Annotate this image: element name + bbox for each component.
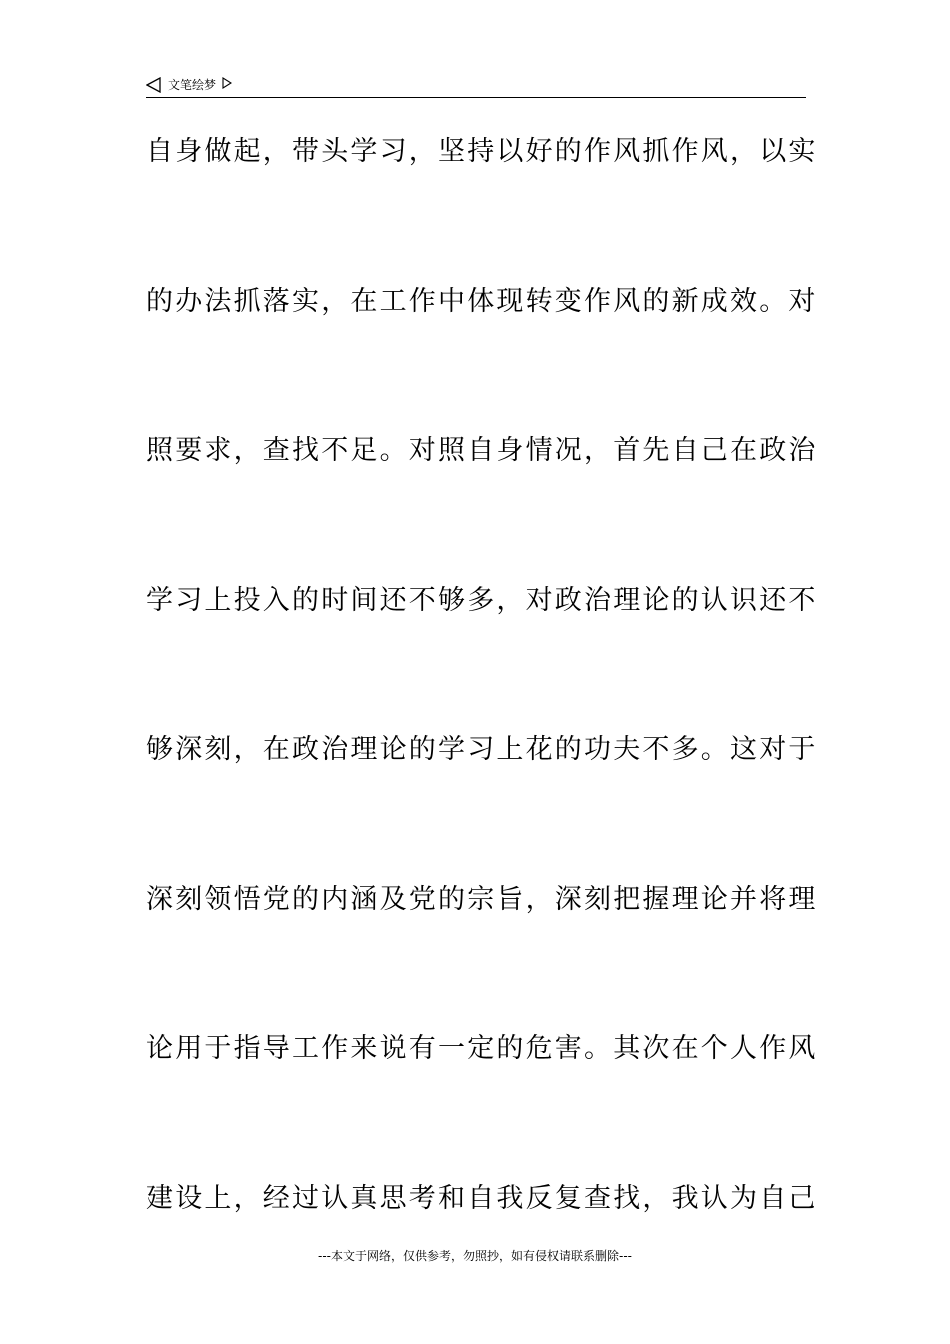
text-line: 深刻领悟党的内涵及党的宗旨，深刻把握理论并将理: [146, 883, 818, 915]
page-header: [146, 74, 806, 96]
text-line: 论用于指导工作来说有一定的危害。其次在个人作风: [146, 1033, 818, 1064]
text-line: 照要求，查找不足。对照自身情况，首先自己在政治: [146, 435, 818, 466]
triangle-right-outline-icon: [222, 77, 232, 89]
text-line: 够深刻，在政治理论的学习上花的功夫不多。这对于: [146, 734, 818, 765]
triangle-left-outline-icon: [146, 77, 162, 93]
text-line: 的办法抓落实，在工作中体现转变作风的新成效。对: [146, 285, 818, 317]
footer-notice: ---本文于网络，仅供参考，勿照抄，如有侵权请联系删除---: [318, 1249, 632, 1263]
text-line: 建设上，经过认真思考和自我反复查找，我认为自己: [146, 1182, 818, 1214]
text-line: 学习上投入的时间还不够多，对政治理论的认识还不: [146, 584, 818, 616]
text-line: 自身做起，带头学习，坚持以好的作风抓作风，以实: [146, 136, 818, 167]
header-title: 文笔绘梦: [168, 78, 217, 92]
header-divider: [146, 97, 806, 98]
body-text: [146, 127, 818, 1323]
